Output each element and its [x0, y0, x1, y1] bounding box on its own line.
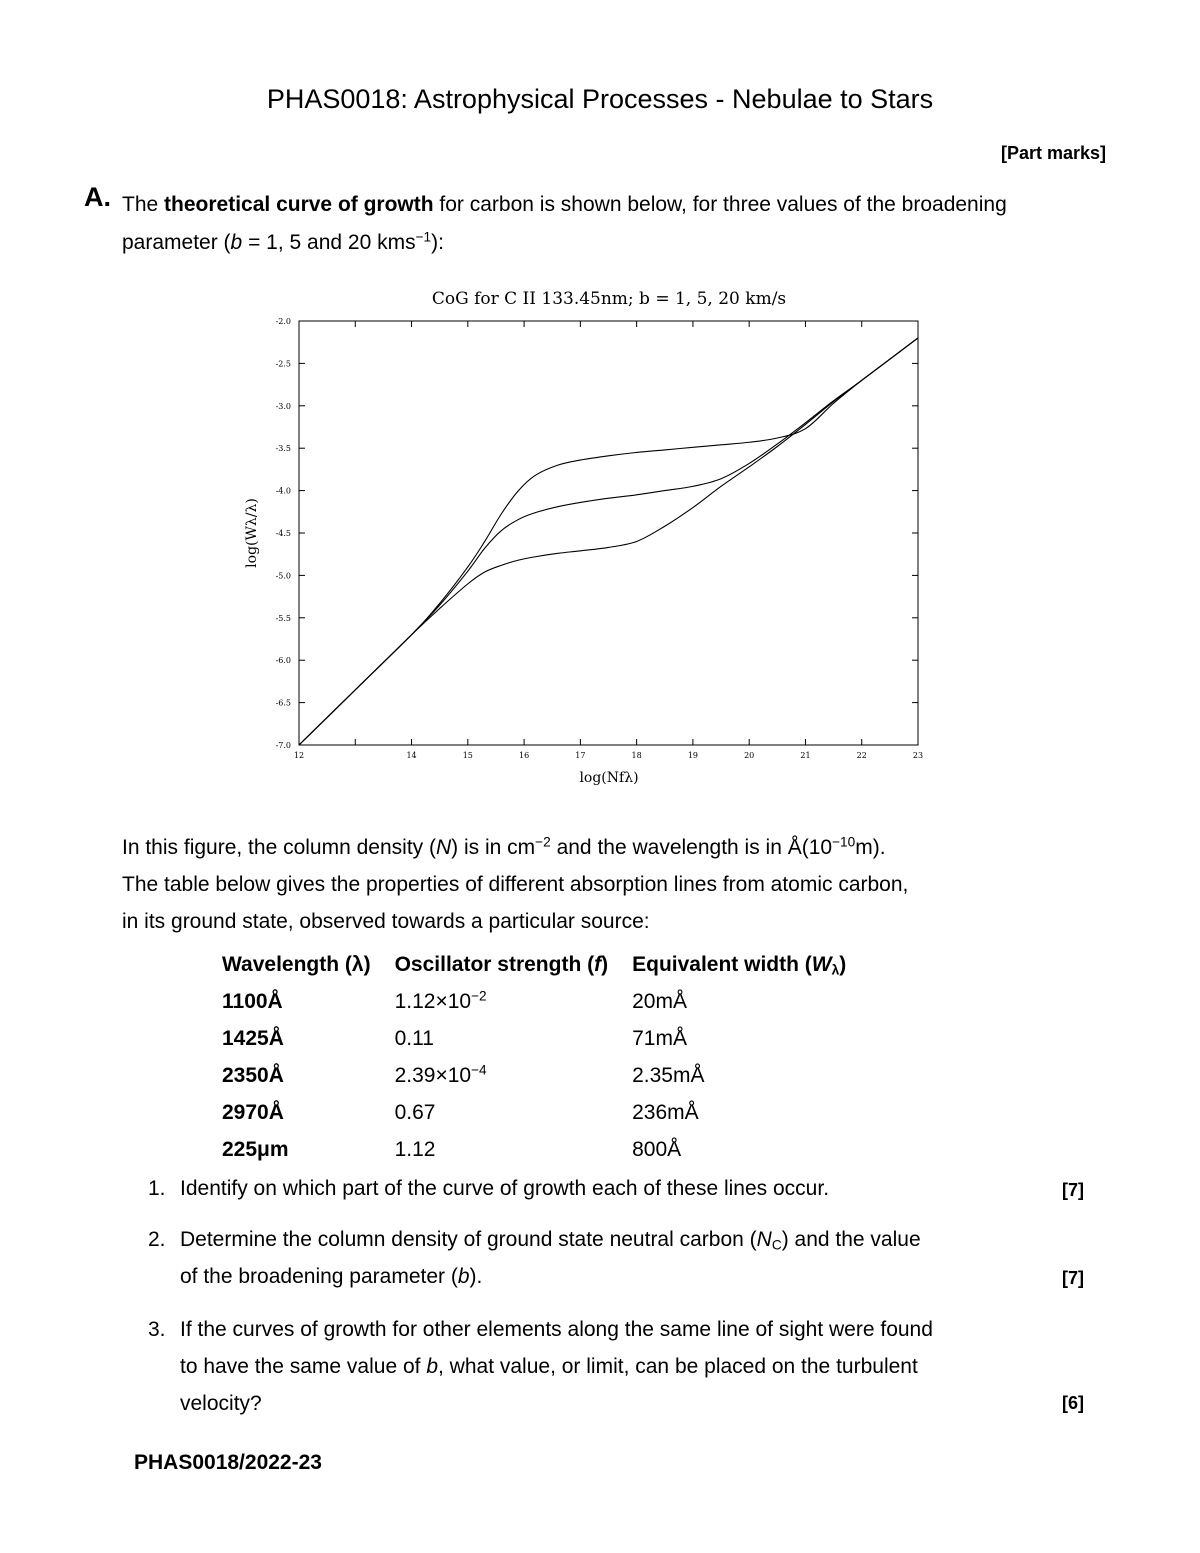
y-tick-label: -6.5 — [275, 698, 291, 708]
question-3 — [148, 1311, 1028, 1422]
table-row — [222, 1131, 870, 1168]
table-row — [222, 983, 870, 1020]
y-tick-label: -4.5 — [275, 529, 291, 538]
header-eqw-post: ) — [839, 952, 847, 976]
question-number: 1. — [148, 1177, 166, 1200]
x-tick-label: 20 — [744, 751, 755, 760]
header-osc-pre: Oscillator strength ( — [394, 952, 595, 976]
intro-mid: for carbon is shown below, for three values of the broadening parameter ( — [122, 193, 1007, 254]
q2-d: ). — [469, 1265, 483, 1288]
question-2-marks: [7] — [1062, 1268, 1084, 1288]
header-eqw-pre: Equivalent width ( — [632, 952, 812, 976]
intro-b: b — [230, 231, 243, 254]
y-tick-label: -5.5 — [275, 613, 291, 623]
question-text — [180, 1311, 1028, 1422]
table-row — [222, 1094, 870, 1131]
q2-c: of the broadening parameter ( — [180, 1265, 458, 1288]
axis-ticks — [276, 317, 924, 760]
curve-of-growth-chart — [240, 283, 940, 793]
cell-wavelength: 2350Å — [222, 1063, 284, 1087]
table-row — [222, 1057, 870, 1094]
x-tick-label: 22 — [856, 751, 867, 760]
x-tick-label: 18 — [631, 751, 642, 760]
footer-course-code: PHAS0018/2022-23 — [134, 1451, 322, 1474]
q2-a: Determine the column density of ground state neutral carbon ( — [180, 1228, 757, 1251]
y-tick-label: -2.5 — [275, 359, 291, 369]
intro-bold: theoretical curve of growth — [164, 193, 434, 216]
cell-width: 71mÅ — [632, 1026, 687, 1050]
cell-oscillator — [395, 1131, 633, 1168]
header-equivalent-width — [632, 946, 870, 983]
question-number: 2. — [148, 1228, 166, 1251]
table-row — [222, 1020, 870, 1057]
x-tick-label: 16 — [518, 751, 530, 760]
table-header-row — [222, 946, 870, 983]
note-1a: In this figure, the column density ( — [122, 836, 436, 859]
x-axis-label: log(Nfλ) — [579, 770, 639, 786]
cell-f-base: 1.12 — [394, 1137, 436, 1161]
y-tick-label: -6.0 — [275, 656, 291, 666]
header-eqw-W: W — [811, 952, 832, 976]
cell-f-base: 1.12×10 — [394, 989, 472, 1013]
question-1 — [148, 1170, 1028, 1207]
note-N: N — [436, 836, 452, 859]
y-tick-label: -3.0 — [275, 401, 291, 411]
cell-f-exp: −4 — [471, 1062, 487, 1077]
question-text: Identify on which part of the curve of growth each of these lines occur. — [180, 1177, 830, 1200]
cell-wavelength: 225μm — [222, 1137, 289, 1161]
curve-series-1 — [299, 338, 918, 745]
note-1b: ) is in cm — [451, 836, 536, 859]
q3-d: velocity? — [180, 1392, 262, 1415]
figure-note-line-3: in its ground state, observed towards a particular source: — [122, 910, 650, 933]
q3-a: If the curves of growth for other elements along the same line of sight were found — [180, 1318, 933, 1341]
header-osc-f: f — [594, 952, 602, 976]
cell-width: 800Å — [632, 1137, 682, 1161]
y-axis-label: log(Wλ/λ) — [244, 498, 260, 568]
q2-bb: b — [457, 1265, 470, 1288]
figure-note — [122, 829, 1062, 940]
cell-wavelength: 1425Å — [222, 1026, 284, 1050]
note-sup-1: −2 — [535, 834, 551, 850]
figure-note-line-2: The table below gives the properties of different absorption lines from atomic carbon, — [122, 873, 909, 896]
x-tick-label: 14 — [406, 751, 417, 760]
q3-bb: b — [426, 1355, 439, 1378]
q3-c: , what value, or limit, can be placed on the turbulent — [438, 1355, 918, 1378]
q3-b: to have the same value of — [180, 1355, 427, 1378]
curve-series-2 — [299, 338, 918, 745]
note-1d: m). — [855, 836, 886, 859]
y-tick-label: -2.0 — [275, 317, 291, 326]
section-label: A. — [84, 182, 111, 212]
cell-wavelength: 2970Å — [222, 1100, 284, 1124]
cell-f-base: 0.67 — [394, 1100, 436, 1124]
cell-f-base: 2.39×10 — [394, 1063, 472, 1087]
q2-sub: C — [771, 1237, 782, 1253]
cell-width: 20mÅ — [632, 989, 687, 1013]
figure-note-line-1 — [122, 829, 1062, 866]
page-title: PHAS0018: Astrophysical Processes - Nebulae to Stars — [266, 84, 934, 114]
header-wavelength: Wavelength (λ) — [222, 952, 371, 976]
intro-sup: −1 — [415, 229, 432, 245]
cell-f-base: 0.11 — [394, 1026, 434, 1050]
x-tick-label: 12 — [293, 751, 305, 760]
q2-b: ) and the value — [781, 1228, 921, 1251]
x-tick-label: 23 — [912, 751, 924, 760]
chart-curves — [299, 338, 918, 745]
cell-width: 236mÅ — [632, 1100, 699, 1124]
header-osc-post: ) — [601, 952, 609, 976]
x-tick-label: 17 — [575, 751, 586, 760]
intro-eq: = 1, 5 and 20 kms — [242, 231, 416, 254]
y-tick-label: -7.0 — [275, 741, 291, 750]
question-text — [180, 1221, 1028, 1295]
question-2 — [148, 1221, 1028, 1295]
cell-oscillator — [395, 983, 633, 1020]
cell-wavelength: 1100Å — [222, 989, 283, 1013]
header-oscillator — [395, 946, 633, 983]
y-tick-label: -3.5 — [275, 444, 291, 454]
absorption-lines-table — [222, 946, 870, 1168]
intro-pre: The — [122, 193, 165, 216]
y-tick-label: -4.0 — [275, 486, 291, 496]
question-1-marks: [7] — [1062, 1180, 1084, 1200]
cell-oscillator — [395, 1057, 633, 1094]
y-tick-label: -5.0 — [275, 571, 291, 581]
chart-title: CoG for C II 133.45nm; b = 1, 5, 20 km/s — [431, 289, 787, 309]
cell-oscillator — [395, 1020, 633, 1057]
note-1c: and the wavelength is in Å(10 — [550, 836, 833, 859]
header-eqw-sub: λ — [831, 961, 840, 977]
q2-N: N — [756, 1228, 772, 1251]
section-intro — [122, 186, 1042, 262]
question-number: 3. — [148, 1318, 166, 1341]
x-tick-label: 21 — [800, 751, 811, 760]
note-sup-2: −10 — [832, 834, 856, 850]
cell-width: 2.35mÅ — [632, 1063, 705, 1087]
plot-frame — [299, 321, 918, 745]
cell-oscillator — [395, 1094, 633, 1131]
x-tick-label: 15 — [462, 751, 473, 760]
x-tick-label: 19 — [687, 751, 699, 760]
intro-end: ): — [431, 231, 444, 254]
question-3-marks: [6] — [1062, 1393, 1084, 1413]
cell-f-exp: −2 — [471, 988, 487, 1003]
curve-series-3 — [299, 338, 918, 745]
part-marks-label: [Part marks] — [1000, 143, 1106, 163]
